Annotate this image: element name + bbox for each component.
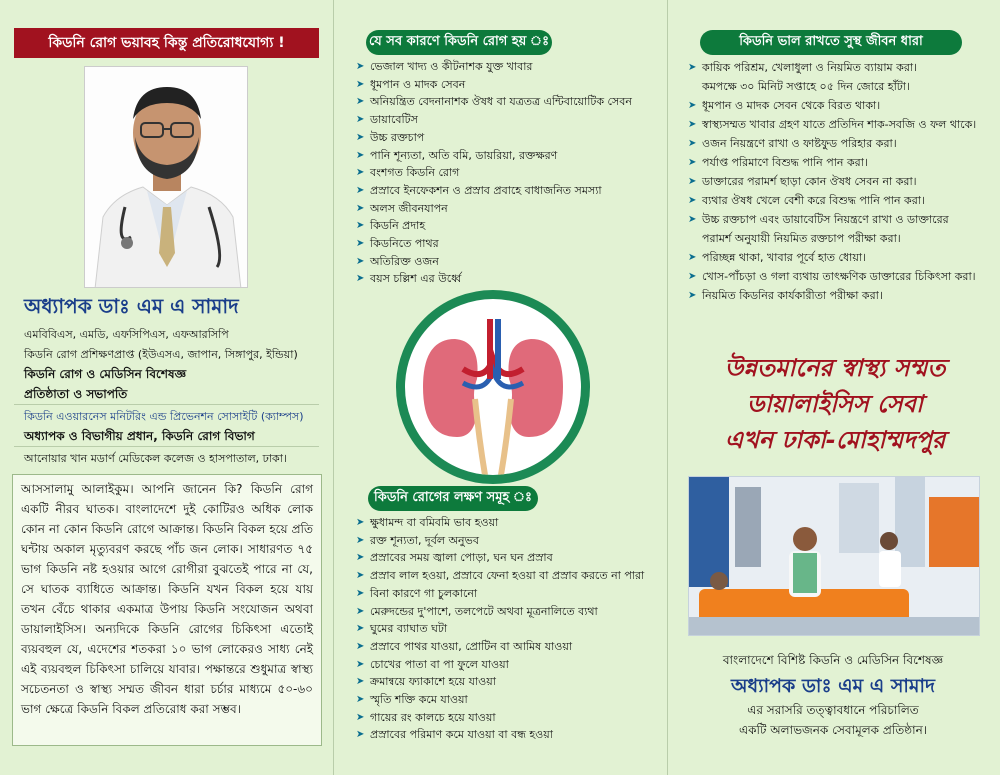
credential-training: কিডনি রোগ প্রশিক্ষণপ্রাপ্ত (ইউএসএ, জাপান, সিঙ্গাপুর, ইন্ডিয়া)	[24, 348, 298, 361]
cause-item: ➤ অনিয়ন্ত্রিত বেদনানাশক ঔষধ বা যত্রতত্র এন্টিবায়োটিক সেবন	[356, 93, 632, 111]
lifestyle-item-line: ➤ ব্যথার ঔষধ খেলে বেশী করে বিশুদ্ধ পানি পান করা।	[702, 194, 925, 207]
lifestyle-item-line: ➤ ওজন নিয়ন্ত্রণে রাখা ও ফাষ্টফুড পরিহার করা।	[702, 137, 897, 150]
symptom-item: ➤ রক্ত শূন্যতা, দূর্বল অনুভব	[356, 532, 644, 550]
footer-line-2: এর সরাসরি তত্ত্বাবধানে পরিচালিত	[747, 703, 919, 717]
dialysis-center-photo	[688, 476, 980, 636]
cause-item: ➤ ধূমপান ও মাদক সেবন	[356, 76, 632, 94]
cause-item: ➤ কিডনি প্রদাহ	[356, 217, 632, 235]
lifestyle-item	[688, 96, 976, 115]
causes-heading: যে সব কারণে কিডনি রোগ হয় ঃ	[366, 30, 552, 55]
symptom-item: ➤ প্রস্রাবের সময় জ্বালা পোড়া, ঘন ঘন প্রস্রাব	[356, 549, 644, 567]
symptoms-list	[356, 514, 644, 744]
lifestyle-item-line: ➤ খোস-পাঁচড়া ও গলা ব্যথায় তাৎক্ষণিক ডাক্তারের চিকিৎসা করা।	[702, 270, 976, 283]
divider	[14, 446, 319, 447]
kidney-illustration	[396, 290, 590, 484]
symptom-item: ➤ প্রস্রাব লাল হওয়া, প্রস্রাবে ফেনা হওয়া বা প্রস্রাব করতে না পারা	[356, 567, 644, 585]
lifestyle-item-line: ➤ ডাক্তারের পরামর্শ ছাড়া কোন ঔষধ সেবন না করা।	[702, 175, 917, 188]
credential-specialty: কিডনি রোগ ও মেডিসিন বিশেষজ্ঞ	[24, 367, 187, 381]
credential-society: কিডনি এওয়ারনেস মনিটরিং এন্ড প্রিভেনশন সোসাইটি (ক্যাম্পস)	[24, 410, 304, 423]
lifestyle-item	[688, 134, 976, 153]
divider	[14, 404, 319, 405]
symptom-item: ➤ গায়ের রং কালচে হয়ে যাওয়া	[356, 709, 644, 727]
symptom-item: ➤ প্রস্রাবের পরিমাণ কমে যাওয়া বা বন্ধ হওয়া	[356, 726, 644, 744]
cause-item: ➤ বংশগত কিডনি রোগ	[356, 164, 632, 182]
cause-item: ➤ অলস জীবনযাপন	[356, 200, 632, 218]
credential-professor: অধ্যাপক ও বিভাগীয় প্রধান, কিডনি রোগ বিভাগ	[24, 429, 255, 443]
footer-line-1: বাংলাদেশে বিশিষ্ট কিডনি ও মেডিসিন বিশেষজ্ঞ	[722, 653, 944, 667]
lifestyle-item-line: কমপক্ষে ৩০ মিনিট সপ্তাহে ০৫ দিন জোরে হাঁটা।	[702, 80, 910, 93]
lifestyle-item-line: ➤ নিয়মিত কিডনির কার্যকারীতা পরীক্ষা করা।	[702, 289, 883, 302]
lifestyle-item-line: ➤ পরিচ্ছন্ন থাকা, খাবার পূর্বে হাত ধোয়া।	[702, 251, 866, 264]
lifestyle-item-line: ➤ উচ্চ রক্তচাপ এবং ডায়াবেটিস নিয়ন্ত্রণে রাখা ও ডাক্তারের	[702, 213, 949, 226]
cause-item: ➤ অতিরিক্ত ওজন	[356, 253, 632, 271]
lifestyle-item	[688, 153, 976, 172]
lifestyle-list	[688, 58, 976, 305]
credential-hospital: আনোয়ার খান মডার্ণ মেডিকেল কলেজ ও হাসপাতাল, ঢাকা।	[24, 452, 287, 465]
symptom-item: ➤ ক্রমান্বয়ে ফ্যাকাশে হয়ে যাওয়া	[356, 673, 644, 691]
headline-line-1: উন্নতমানের স্বাস্থ্য সম্মত	[724, 354, 946, 382]
lifestyle-item	[688, 115, 976, 134]
fold-line	[667, 0, 668, 775]
cause-item: ➤ ডায়াবেটিস	[356, 111, 632, 129]
headline-line-3: এখন ঢাকা-মোহাম্মদপুর	[724, 426, 946, 454]
lifestyle-item-line: ➤ পর্যাপ্ত পরিমাণে বিশুদ্ধ পানি পান করা।	[702, 156, 868, 169]
intro-text: আসসালামু আলাইকুম। আপনি জানেন কি? কিডনি রোগ একটি নীরব ঘাতক। বাংলাদেশে দুই কোটিরও অধিক লোক কোন না কোন কিডনি রোগে আক্রান্ত। কিডনি বিকল হয়ে প্রতি ঘন্টায় অকাল মৃত্যুবরণ করছে পাঁচ জন লোক। সাধারণত ৭৫ ভাগ কিডনি নষ্ট হওয়ার আগে রোগীরা বুঝতেই পারে না যে, সে ঘাতক ব্যাধিতে আক্রান্ত। কিডনি যখন বিকল হয়ে যায় তখন বেঁচে থাকার একমাত্র উপায় কিডনি সংযোজন অথবা ডায়ালাইসিস। অন্যদিকে কিডনি রোগের চিকিৎসা এতোই ব্যয়বহুল যে, এদেশের শতকরা ১০ ভাগ লোকেরও সাধ্য নেই এই ব্যয়বহুল চিকিৎসা চালিয়ে যাবার। পক্ষান্তরে শুধুমাত্র স্বাস্থ্য সচেতনতা ও স্বাস্থ্য সম্মত জীবন ধারা চর্চার মাধ্যমে ৫০-৬০ ভাগ ক্ষেত্রে কিডনি বিকল প্রতিরোধ করা সম্ভব।	[12, 474, 322, 746]
headline-line-2: ডায়ালাইসিস সেবা	[747, 390, 923, 418]
lifestyle-heading: কিডনি ভাল রাখতে সুস্থ জীবন ধারা	[700, 30, 962, 55]
symptoms-heading: কিডনি রোগের লক্ষণ সমূহ ঃ	[368, 486, 538, 511]
symptom-item: ➤ ক্ষুধামন্দ বা বমিবমি ভাব হওয়া	[356, 514, 644, 532]
cause-item: ➤ উচ্চ রক্তচাপ	[356, 129, 632, 147]
lifestyle-item	[688, 58, 976, 96]
symptom-item: ➤ বিনা কারণে গা চুলকানো	[356, 585, 644, 603]
lifestyle-item	[688, 267, 976, 286]
doctor-photo	[84, 66, 248, 288]
cause-item: ➤ পানি শূন্যতা, অতি বমি, ডায়রিয়া, রক্তক্ষরণ	[356, 147, 632, 165]
lifestyle-item	[688, 210, 976, 248]
cause-item: ➤ ভেজাল খাদ্য ও কীটনাশক যুক্ত খাবার	[356, 58, 632, 76]
lifestyle-item-line: ➤ ধূমপান ও মাদক সেবন থেকে বিরত থাকা।	[702, 99, 881, 112]
symptom-item: ➤ স্মৃতি শক্তি কমে যাওয়া	[356, 691, 644, 709]
causes-list	[356, 58, 632, 288]
doctor-name: অধ্যাপক ডাঃ এম এ সামাদ	[24, 294, 239, 318]
lifestyle-item-line: ➤ কায়িক পরিশ্রম, খেলাধুলা ও নিয়মিত ব্যায়াম করা।	[702, 61, 918, 74]
symptom-item: ➤ চোখের পাতা বা পা ফুলে যাওয়া	[356, 656, 644, 674]
lifestyle-item-line: পরামর্শ অনুযায়ী নিয়মিত রক্তচাপ পরীক্ষা করা।	[702, 232, 901, 245]
cause-item: ➤ বয়স চল্লিশ এর উর্ধ্বে	[356, 270, 632, 288]
lifestyle-item	[688, 248, 976, 267]
cause-item: ➤ প্রস্রাবে ইনফেকশন ও প্রস্রাব প্রবাহে বাধাজনিত সমস্যা	[356, 182, 632, 200]
credential-founder: প্রতিষ্ঠাতা ও সভাপতি	[24, 387, 128, 401]
lifestyle-item	[688, 286, 976, 305]
footer-line-3: একটি অলাভজনক সেবামূলক প্রতিষ্ঠান।	[738, 723, 928, 737]
footer-doctor-name: অধ্যাপক ডাঃ এম এ সামাদ	[731, 675, 935, 697]
lifestyle-item	[688, 172, 976, 191]
credential-degrees: এমবিবিএস, এমডি, এফসিপিএস, এফআরসিপি	[24, 328, 229, 341]
lifestyle-item-line: ➤ স্বাস্থ্যসম্মত খাবার গ্রহণ যাতে প্রতিদিন শাক-সবজি ও ফল থাকে।	[702, 118, 977, 131]
symptom-item: ➤ মেরুদন্ডের দু'পাশে, তলপেটে অথবা মূত্রনালিতে ব্যথা	[356, 603, 644, 621]
symptom-item: ➤ প্রস্রাবে পাথর যাওয়া, প্রোটিন বা আমিষ যাওয়া	[356, 638, 644, 656]
prevention-banner: কিডনি রোগ ভয়াবহ কিন্তু প্রতিরোধযোগ্য !	[14, 28, 319, 58]
cause-item: ➤ কিডনিতে পাথর	[356, 235, 632, 253]
fold-line	[333, 0, 334, 775]
lifestyle-item	[688, 191, 976, 210]
symptom-item: ➤ ঘুমের ব্যাঘাত ঘটা	[356, 620, 644, 638]
